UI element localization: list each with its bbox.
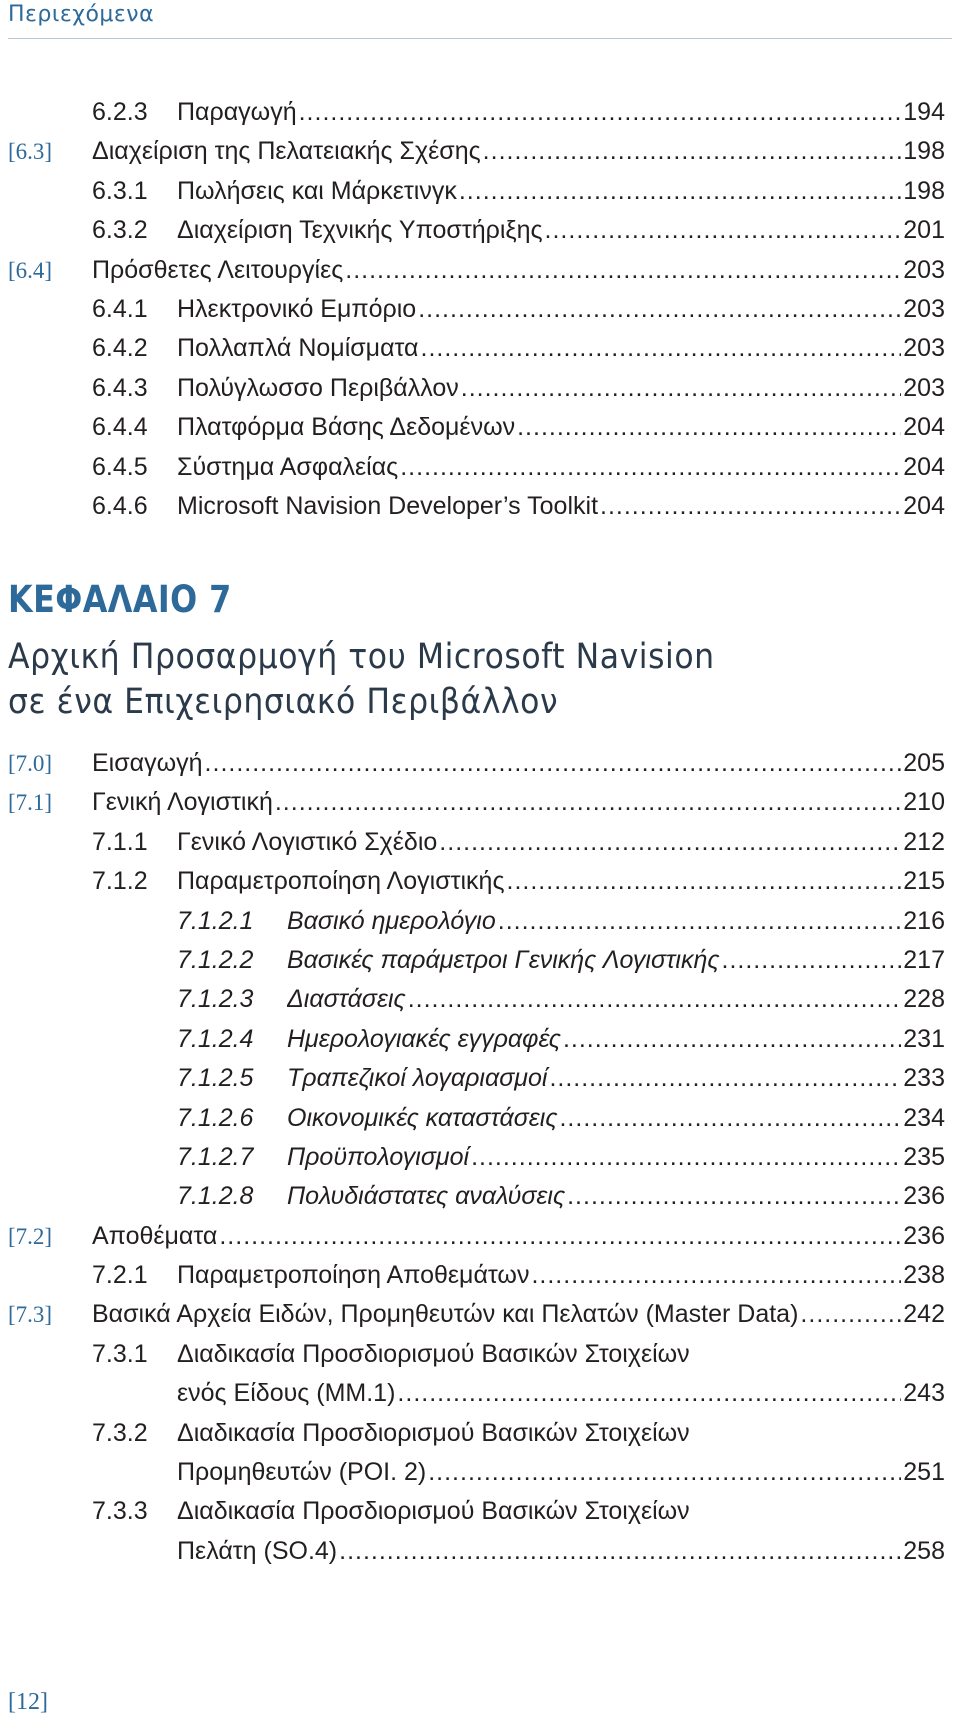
entry-title: Διαδικασία Προσδιορισμού Βασικών Στοιχείων: [177, 1339, 690, 1368]
entry-number: 7.1.2.3: [177, 985, 254, 1014]
entry-title: Τραπεζικοί λογαριασμοί: [287, 1059, 549, 1098]
entry-number: 6.4.5: [92, 452, 148, 481]
entry-page: 235: [901, 1138, 945, 1177]
entry-number: 7.1.2: [92, 867, 148, 896]
leader-dots: [275, 783, 901, 822]
toc-entry[interactable]: [0, 1099, 960, 1138]
entry-title: Microsoft Navision Developer’s Toolkit: [177, 487, 600, 526]
leader-dots: [461, 369, 902, 408]
section-marker: [7.2]: [8, 1223, 53, 1249]
entry-title: Διαδικασία Προσδιορισμού Βασικών Στοιχείων: [177, 1418, 690, 1447]
entry-page: 201: [901, 211, 945, 250]
entry-number: 6.4.3: [92, 373, 148, 402]
entry-number: 7.1.2.2: [177, 945, 254, 974]
chapter-label: ΚΕΦΑΛΑΙΟ 7: [8, 578, 232, 621]
entry-page: 198: [901, 132, 945, 171]
entry-title: Γενικό Λογιστικό Σχέδιο: [177, 823, 439, 862]
toc-entry[interactable]: [0, 1295, 960, 1334]
section-marker: [7.1]: [8, 790, 53, 816]
entry-page: 194: [901, 93, 945, 132]
entry-title: Παραμετροποίηση Λογιστικής: [177, 862, 507, 901]
leader-dots: [339, 1532, 901, 1571]
entry-page: 203: [901, 251, 945, 290]
entry-page: 238: [901, 1256, 945, 1295]
chapter-title: [8, 635, 715, 725]
entry-page: 203: [901, 369, 945, 408]
toc-section-6: [0, 93, 960, 526]
toc-entry[interactable]: [0, 941, 960, 980]
entry-title: Σύστημα Ασφαλείας: [177, 448, 400, 487]
toc-entry[interactable]: [0, 1217, 960, 1256]
toc-entry[interactable]: [0, 1177, 960, 1216]
toc-entry[interactable]: [0, 744, 960, 783]
toc-entry[interactable]: [0, 211, 960, 250]
entry-page: 203: [901, 329, 945, 368]
toc-entry[interactable]: [0, 251, 960, 290]
entry-number: 7.3.1: [92, 1339, 148, 1368]
entry-page: 210: [901, 783, 945, 822]
toc-entry[interactable]: [0, 172, 960, 211]
leader-dots: [545, 211, 902, 250]
entry-number: 7.1.2.1: [177, 906, 254, 935]
entry-number: 6.3.2: [92, 216, 148, 245]
entry-number: 7.1.2.8: [177, 1182, 254, 1211]
leader-dots: [400, 448, 901, 487]
entry-title: Παραμετροποίηση Αποθεμάτων: [177, 1256, 531, 1295]
toc-entry[interactable]: [0, 487, 960, 526]
entry-page: 204: [901, 408, 945, 447]
leader-dots: [600, 487, 901, 526]
toc-entry[interactable]: [0, 132, 960, 171]
entry-title: Ημερολογιακές εγγραφές: [287, 1020, 563, 1059]
entry-title: Διαδικασία Προσδιορισμού Βασικών Στοιχείων: [177, 1497, 690, 1526]
entry-title: Πωλήσεις και Μάρκετινγκ: [177, 172, 459, 211]
leader-dots: [397, 1374, 901, 1413]
chapter-title-line-2: σε ένα Επιχειρησιακό Περιβάλλον: [8, 682, 559, 722]
leader-dots: [517, 408, 901, 447]
running-head: Περιεχόμενα: [8, 2, 155, 27]
entry-number: 7.1.2.5: [177, 1064, 254, 1093]
leader-dots: [800, 1295, 901, 1334]
entry-title: Διαχείριση της Πελατειακής Σχέσης: [92, 132, 483, 171]
entry-number: 7.1.2.4: [177, 1024, 254, 1053]
leader-dots: [722, 941, 902, 980]
toc-entry[interactable]: [0, 93, 960, 132]
entry-number: 7.3.3: [92, 1497, 148, 1526]
entry-page: 216: [901, 902, 945, 941]
entry-number: 6.4.1: [92, 294, 148, 323]
leader-dots: [507, 862, 902, 901]
toc-entry[interactable]: [0, 823, 960, 862]
entry-page: 236: [901, 1177, 945, 1216]
entry-number: 7.1.1: [92, 827, 148, 856]
entry-page: 198: [901, 172, 945, 211]
entry-title: Ηλεκτρονικό Εμπόριο: [177, 290, 418, 329]
entry-title: Πολλαπλά Νομίσματα: [177, 329, 421, 368]
toc-entry[interactable]: [0, 1532, 960, 1571]
header-rule: [8, 38, 952, 39]
entry-number: 6.2.3: [92, 98, 148, 126]
toc-entry-first-line[interactable]: [0, 1414, 960, 1453]
leader-dots: [408, 980, 902, 1019]
entry-page: 251: [901, 1453, 945, 1492]
entry-page: 204: [901, 448, 945, 487]
entry-title-continued: ενός Είδους (MM.1): [177, 1374, 397, 1413]
entry-title: Γενική Λογιστική: [92, 783, 275, 822]
entry-number: 7.1.2.7: [177, 1142, 254, 1171]
leader-dots: [531, 1256, 901, 1295]
entry-number: 6.4.4: [92, 413, 148, 442]
entry-page: 203: [901, 290, 945, 329]
entry-title: Παραγωγή: [177, 93, 299, 132]
entry-title: Εισαγωγή: [92, 744, 205, 783]
entry-number: 7.2.1: [92, 1261, 148, 1290]
toc-entry[interactable]: [0, 980, 960, 1019]
entry-title-continued: Πελάτη (SO.4): [177, 1532, 339, 1571]
section-marker: [6.3]: [8, 139, 53, 165]
toc-entry[interactable]: [0, 902, 960, 941]
entry-page: 233: [901, 1059, 945, 1098]
entry-number: 6.3.1: [92, 176, 148, 205]
leader-dots: [205, 744, 902, 783]
leader-dots: [421, 329, 902, 368]
entry-title: Οικονομικές καταστάσεις: [287, 1099, 559, 1138]
toc-entry[interactable]: [0, 1256, 960, 1295]
entry-number: 6.4.2: [92, 334, 148, 363]
entry-title: Βασικό ημερολόγιο: [287, 902, 498, 941]
entry-title: Προϋπολογισμοί: [287, 1138, 471, 1177]
page-number: [12]: [8, 1689, 48, 1715]
entry-title: Διαχείριση Τεχνικής Υποστήριξης: [177, 211, 545, 250]
entry-number: 7.1.2.6: [177, 1103, 254, 1132]
toc-entry[interactable]: [0, 408, 960, 447]
leader-dots: [483, 132, 902, 171]
leader-dots: [219, 1217, 901, 1256]
entry-page: 243: [901, 1374, 945, 1413]
leader-dots: [471, 1138, 901, 1177]
entry-page: 231: [901, 1020, 945, 1059]
toc-entry-first-line[interactable]: [0, 1492, 960, 1531]
entry-title: Διαστάσεις: [287, 980, 408, 1019]
leader-dots: [345, 251, 901, 290]
entry-page: 204: [901, 487, 945, 526]
toc-entry[interactable]: [0, 290, 960, 329]
toc-entry[interactable]: [0, 1059, 960, 1098]
toc-entry[interactable]: [0, 783, 960, 822]
toc-section-7: [0, 744, 960, 1571]
toc-entry-first-line[interactable]: [0, 1335, 960, 1374]
section-marker: [6.4]: [8, 257, 53, 283]
leader-dots: [498, 902, 902, 941]
entry-page: 236: [901, 1217, 945, 1256]
entry-title: Βασικά Αρχεία Ειδών, Προμηθευτών και Πελατών (Master Data): [92, 1295, 800, 1334]
entry-page: 212: [901, 823, 945, 862]
toc-entry[interactable]: [0, 1453, 960, 1492]
toc-entry[interactable]: [0, 1020, 960, 1059]
leader-dots: [549, 1059, 901, 1098]
toc-entry[interactable]: [0, 862, 960, 901]
toc-entry[interactable]: [0, 448, 960, 487]
entry-page: 228: [901, 980, 945, 1019]
toc-entry[interactable]: [0, 369, 960, 408]
leader-dots: [428, 1453, 901, 1492]
entry-page: 234: [901, 1099, 945, 1138]
entry-number: 6.4.6: [92, 491, 148, 520]
entry-page: 242: [901, 1295, 945, 1334]
toc-entry[interactable]: [0, 1374, 960, 1413]
toc-entry[interactable]: [0, 329, 960, 368]
leader-dots: [567, 1177, 901, 1216]
entry-page: 215: [901, 862, 945, 901]
entry-page: 205: [901, 744, 945, 783]
leader-dots: [563, 1020, 901, 1059]
entry-title: Αποθέματα: [92, 1217, 219, 1256]
entry-number: 7.3.2: [92, 1418, 148, 1447]
leader-dots: [439, 823, 901, 862]
leader-dots: [459, 172, 901, 211]
entry-title: Πλατφόρμα Βάσης Δεδομένων: [177, 408, 517, 447]
entry-title: Πολυδιάστατες αναλύσεις: [287, 1177, 567, 1216]
entry-title: Πρόσθετες Λειτουργίες: [92, 251, 345, 290]
entry-page: 217: [901, 941, 945, 980]
leader-dots: [418, 290, 901, 329]
section-marker: [7.3]: [8, 1302, 53, 1328]
entry-title: Πολύγλωσσο Περιβάλλον: [177, 369, 461, 408]
entry-page: 258: [901, 1532, 945, 1571]
leader-dots: [559, 1099, 901, 1138]
leader-dots: [299, 93, 902, 132]
chapter-title-line-1: Αρχική Προσαρμογή του Microsoft Navision: [8, 637, 715, 677]
toc-entry[interactable]: [0, 1138, 960, 1177]
section-marker: [7.0]: [8, 751, 53, 776]
entry-title: Βασικές παράμετροι Γενικής Λογιστικής: [287, 941, 722, 980]
entry-title-continued: Προμηθευτών (POI. 2): [177, 1453, 428, 1492]
